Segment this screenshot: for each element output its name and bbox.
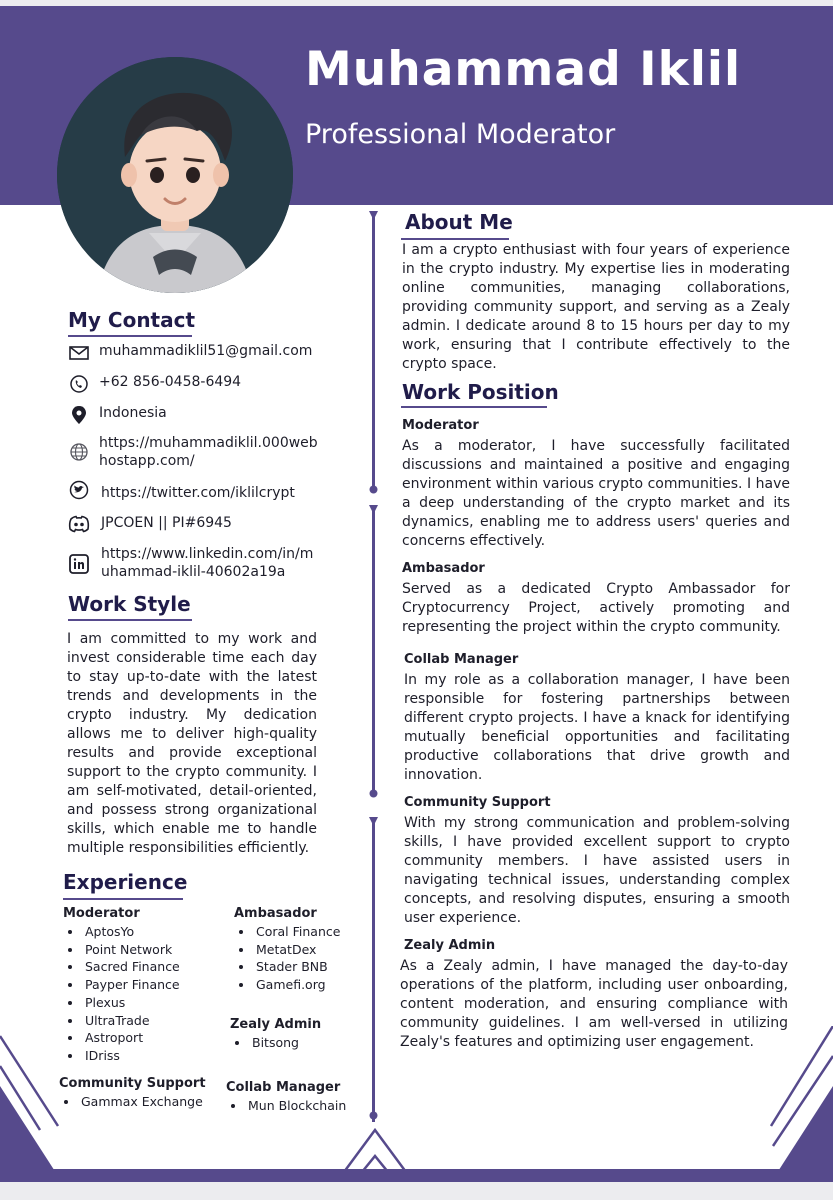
phone-text: +62 856-0458-6494 [99,374,242,390]
exp-collab-manager-list [227,1097,346,1115]
email-text: muhammadiklil51@gmail.com [99,343,313,359]
timeline-marker-icon [368,788,379,799]
list-item: Gamefi.org [235,976,340,994]
work-position-heading-underline [401,406,547,408]
corner-decoration-right [763,1026,833,1176]
list-item: Mun Blockchain [227,1097,346,1115]
work-position-heading: Work Position [402,380,559,404]
footer-band [0,1169,833,1182]
twitter-icon [68,480,90,500]
work-style-text: I am committed to my work and invest considerable time each day to stay up-to-date with the latest trends and developments in the crypto industry. My dedication allows me to deliver high-quality results and provide exceptional support to the crypto community. I am self-motivated, detail-oriented, and possess strong organizational skills, which enable me to handle multiple responsibilities efficiently. [67,631,317,856]
website-line-1: https://muhammadiklil.000web [99,435,318,451]
exp-zealy-admin-title: Zealy Admin [230,1017,322,1032]
position-collab-manager-title: Collab Manager [404,652,519,667]
discord-icon [68,514,90,534]
list-item: Plexus [64,994,180,1012]
linkedin-line-2: uhammad-iklil-40602a19a [101,564,286,580]
about-heading-underline [401,238,509,240]
linkedin-text [101,545,351,581]
mail-icon [68,343,90,363]
position-community-support-text: With my strong communication and problem-solving skills, I have provided excellent support to crypto community members. I have assisted users in navigating technical issues, understanding complex concepts, and resolving disputes, ensuring a smooth user experience. [404,815,790,926]
list-item: Point Network [64,941,180,959]
discord-text: JPCOEN || PI#6945 [101,515,232,531]
work-style-heading: Work Style [68,592,191,616]
position-community-support-title: Community Support [404,795,551,810]
location-text: Indonesia [99,405,167,421]
list-item: Coral Finance [235,923,340,941]
timeline-line [372,216,375,492]
person-role: Professional Moderator [305,119,616,150]
experience-heading-underline [63,898,183,900]
position-moderator-text: As a moderator, I have successfully facilitated discussions and maintained a positive and engaging environment within various crypto communities. I have a deep understanding of the crypto market and its dynamics, enabling me to address users' queries and concerns effectively. [402,438,790,549]
list-item: Payper Finance [64,976,180,994]
timeline-marker-icon [368,484,379,495]
contact-twitter[interactable] [68,481,348,503]
list-item: MetatDex [235,941,340,959]
contact-phone[interactable] [68,373,348,393]
exp-ambasador-list [235,923,340,994]
position-zealy-admin-text: As a Zealy admin, I have managed the day-to-day operations of the platform, including user onboarding, content moderation, and ensuring compliance with community guidelines. I am well-versed in utilizing Zealy's features and optimizing user engagement. [400,958,788,1050]
exp-ambasador-title: Ambasador [234,906,317,921]
contact-website[interactable] [68,434,348,472]
location-pin-icon [68,405,90,425]
about-text: I am a crypto enthusiast with four years of experience in the crypto industry. My expertise lies in moderating online communities, managing collaborations, providing community support, and serving as a Zealy admin. I dedicate around 8 to 15 hours per day to my work, ensuring that I contribute effectively to the crypto space. [402,242,790,372]
position-ambasador-text: Served as a dedicated Crypto Ambassador for Cryptocurrency Project, actively promoting and representing the project within the crypto community. [402,581,790,635]
linkedin-icon [68,554,90,574]
timeline-marker-icon [368,1110,379,1121]
list-item: Stader BNB [235,958,340,976]
timeline-marker-icon [368,504,379,515]
exp-community-support-title: Community Support [59,1076,206,1091]
exp-collab-manager-title: Collab Manager [226,1080,341,1095]
corner-decoration-left [0,1026,70,1176]
exp-zealy-admin-list [231,1034,299,1052]
website-text [99,434,349,470]
phone-icon [68,374,90,394]
exp-moderator-title: Moderator [63,906,140,921]
timeline-line [372,822,375,1122]
contact-discord[interactable] [68,513,348,535]
list-item: IDriss [64,1047,180,1065]
position-ambasador-title: Ambasador [402,561,485,576]
contact-email[interactable] [68,342,348,362]
position-moderator-title: Moderator [402,418,479,433]
contact-heading: My Contact [68,308,196,332]
work-style-heading-underline [68,619,192,621]
list-item: AptosYo [64,923,180,941]
avatar-illustration [57,57,293,293]
timeline-marker-icon [368,816,379,827]
contact-heading-underline [68,335,192,337]
position-collab-manager-text: In my role as a collaboration manager, I have been responsible for fostering partnerships between different crypto projects. I have a knack for identifying mutually beneficial opportunities and facilitating productive collaborations that drive growth and innovation. [404,672,790,783]
list-item: Bitsong [231,1034,299,1052]
experience-heading: Experience [63,870,188,894]
exp-moderator-list [64,923,180,1065]
person-name: Muhammad Iklil [305,42,742,97]
globe-icon [68,442,90,462]
list-item: Astroport [64,1029,180,1047]
avatar [57,57,293,293]
contact-linkedin[interactable] [68,545,348,583]
timeline-marker-icon [368,210,379,221]
position-zealy-admin-title: Zealy Admin [404,938,496,953]
list-item: UltraTrade [64,1012,180,1030]
list-item: Gammax Exchange [60,1093,203,1111]
website-line-2: hostapp.com/ [99,453,195,469]
linkedin-line-1: https://www.linkedin.com/in/m [101,546,314,562]
list-item: Sacred Finance [64,958,180,976]
contact-location [68,404,348,424]
timeline-line [372,510,375,794]
resume-page [0,6,833,1182]
exp-community-support-list [60,1093,203,1111]
bottom-center-decoration [340,1126,410,1172]
twitter-text: https://twitter.com/iklilcrypt [101,485,295,501]
about-heading: About Me [405,210,513,234]
